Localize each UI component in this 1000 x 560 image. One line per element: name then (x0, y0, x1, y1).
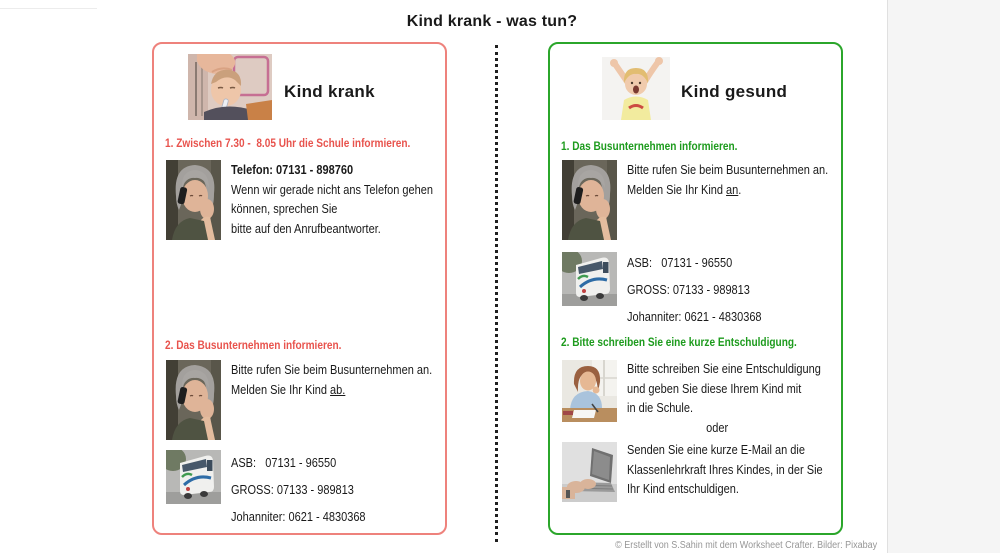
sick-phone-textblock (231, 161, 461, 239)
viewer-right-gutter (887, 0, 1000, 553)
healthy-call-textblock (627, 161, 856, 200)
text-line: Ihr Kind entschuldigen. (627, 482, 739, 496)
panel-kind-gesund (548, 42, 843, 535)
text-line: Bitte schreiben Sie eine Entschuldigung (627, 362, 821, 376)
sick-bus-numbers (231, 450, 384, 531)
text-line: Bitte rufen Sie beim Busunternehmen an. (231, 363, 433, 377)
phone-call-photo (166, 160, 221, 240)
page-title: Kind krank - was tun? (406, 13, 578, 30)
writing-letter-photo (562, 360, 617, 422)
bus-number-line: Johanniter: 0621 - 4830368 (231, 510, 366, 524)
text-line (231, 381, 432, 401)
text-line: können, sprechen Sie (231, 202, 338, 216)
or-separator: oder (706, 420, 729, 435)
worksheet-page (97, 0, 887, 553)
phone-call-photo (166, 360, 221, 440)
text-line: Klassenlehrkraft Ihres Kindes, in der Sie (627, 462, 823, 477)
healthy-write-textblock (627, 360, 847, 438)
bus-number-line: Johanniter: 0621 - 4830368 (627, 310, 762, 324)
panel-kind-krank-title: Kind krank (284, 82, 375, 101)
sick-section2-heading: 2. Das Busunternehmen informieren. (165, 338, 342, 352)
bus-number-line: GROSS: 07133 - 989813 (231, 483, 354, 497)
panel-kind-gesund-title: Kind gesund (681, 82, 788, 101)
healthy-email-textblock (627, 441, 849, 500)
healthy-bus-numbers (627, 250, 780, 331)
text-line: Bitte rufen Sie beim Busunternehmen an. (627, 163, 829, 177)
bus-number-line: ASB: 07131 - 96550 (231, 456, 337, 470)
phone-call-photo (562, 160, 617, 240)
sick-section1-heading: 1. Zwischen 7.30 - 8.05 Uhr die Schule informieren. (165, 136, 411, 150)
text-line: Senden Sie eine kurze E-Mail an die (627, 443, 805, 457)
panel-kind-krank (152, 42, 447, 535)
dotted-cut-line (495, 45, 498, 542)
report-prefix: Melden Sie Ihr Kind (627, 182, 727, 197)
text-line: bitte auf den Anrufbeantworter. (231, 221, 381, 236)
laptop-typing-photo (562, 442, 617, 502)
bus-number-line: ASB: 07131 - 96550 (627, 256, 733, 270)
report-suffix: . (738, 182, 742, 197)
credit-text: © Erstellt von S.Sahin mit dem Worksheet Crafter. Bilder: Pixabay (614, 540, 877, 551)
sick-call-textblock (231, 361, 460, 400)
text-line: und geben Sie diese Ihrem Kind mit (627, 381, 802, 396)
bus-photo (562, 252, 617, 306)
bus-number-line: GROSS: 07133 - 989813 (627, 283, 750, 297)
sick-child-photo (188, 54, 272, 120)
healthy-section1-heading: 1. Das Busunternehmen informieren. (561, 139, 738, 153)
phone-number-line: Telefon: 07131 - 898760 (231, 163, 354, 177)
bus-photo (166, 450, 221, 504)
text-line: Wenn wir gerade nicht ans Telefon gehen (231, 182, 434, 197)
text-line (627, 181, 828, 201)
healthy-section2-heading: 2. Bitte schreiben Sie eine kurze Entschuldigung. (561, 335, 797, 349)
text-line: in die Schule. (627, 401, 694, 415)
happy-child-photo (602, 57, 670, 120)
report-underlined-word: an (726, 182, 739, 197)
report-underlined-word: ab. (330, 382, 346, 397)
report-prefix: Melden Sie Ihr Kind (231, 382, 331, 397)
